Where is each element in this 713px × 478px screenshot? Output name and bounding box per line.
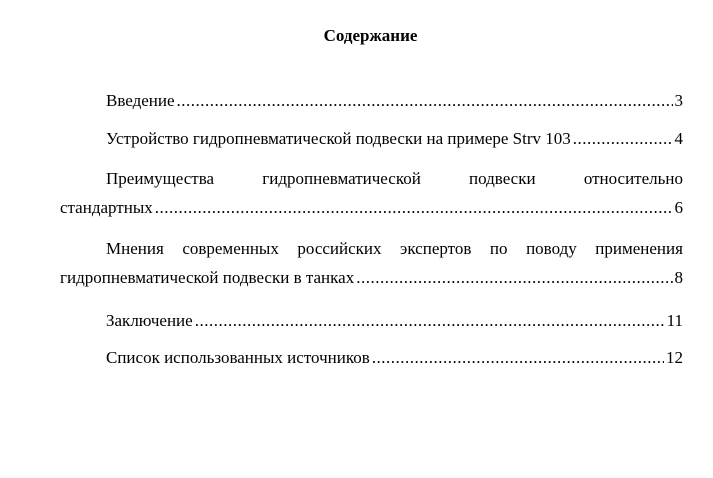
word: экспертов: [400, 239, 472, 258]
toc-entry-label: Заключение: [106, 311, 193, 330]
toc-entry-label-line-1: [60, 238, 683, 260]
toc-entry-label-line-1: [60, 168, 683, 190]
word: Мнения: [106, 239, 164, 258]
word: применения: [595, 239, 683, 258]
word: поводу: [526, 239, 577, 258]
toc-entry-references[interactable]: [60, 347, 683, 369]
leader-dots: [155, 197, 673, 219]
word: относительно: [583, 169, 683, 188]
toc-page-number: 3: [674, 91, 683, 110]
leader-dots: [356, 267, 672, 289]
toc-entry-introduction[interactable]: [60, 90, 683, 112]
leader-dots: [195, 310, 665, 332]
toc-entry-advantages[interactable]: [60, 168, 683, 219]
leader-dots: [372, 347, 664, 369]
word: гидропневматической: [262, 169, 421, 188]
word: по: [489, 239, 508, 258]
toc-page-number: 6: [674, 198, 683, 217]
toc-entry-expert-opinions[interactable]: [60, 238, 683, 289]
word: подвески: [469, 169, 536, 188]
leader-dots: [573, 128, 673, 150]
word: современных: [182, 239, 279, 258]
word: российских: [297, 239, 382, 258]
toc-entry-label: Список использованных источников: [106, 348, 370, 367]
toc-entry-label-line-2: стандартных: [60, 198, 153, 217]
document-title: Содержание: [323, 26, 418, 45]
toc-entry-label-line-2: гидропневматической подвески в танках: [60, 268, 355, 287]
toc-page-number: 12: [666, 348, 683, 367]
word: Преимущества: [106, 169, 215, 188]
toc-page-number: 8: [674, 268, 683, 287]
toc-entry-label: Введение: [106, 91, 175, 110]
leader-dots: [177, 90, 673, 112]
toc-entry-strv-103[interactable]: [60, 128, 683, 150]
toc-entry-label: Устройство гидропневматической подвески на примере Strv 103: [106, 129, 571, 148]
toc-page-number: 11: [666, 311, 683, 330]
toc-entry-conclusion[interactable]: [60, 310, 683, 332]
toc-page-number: 4: [674, 129, 683, 148]
